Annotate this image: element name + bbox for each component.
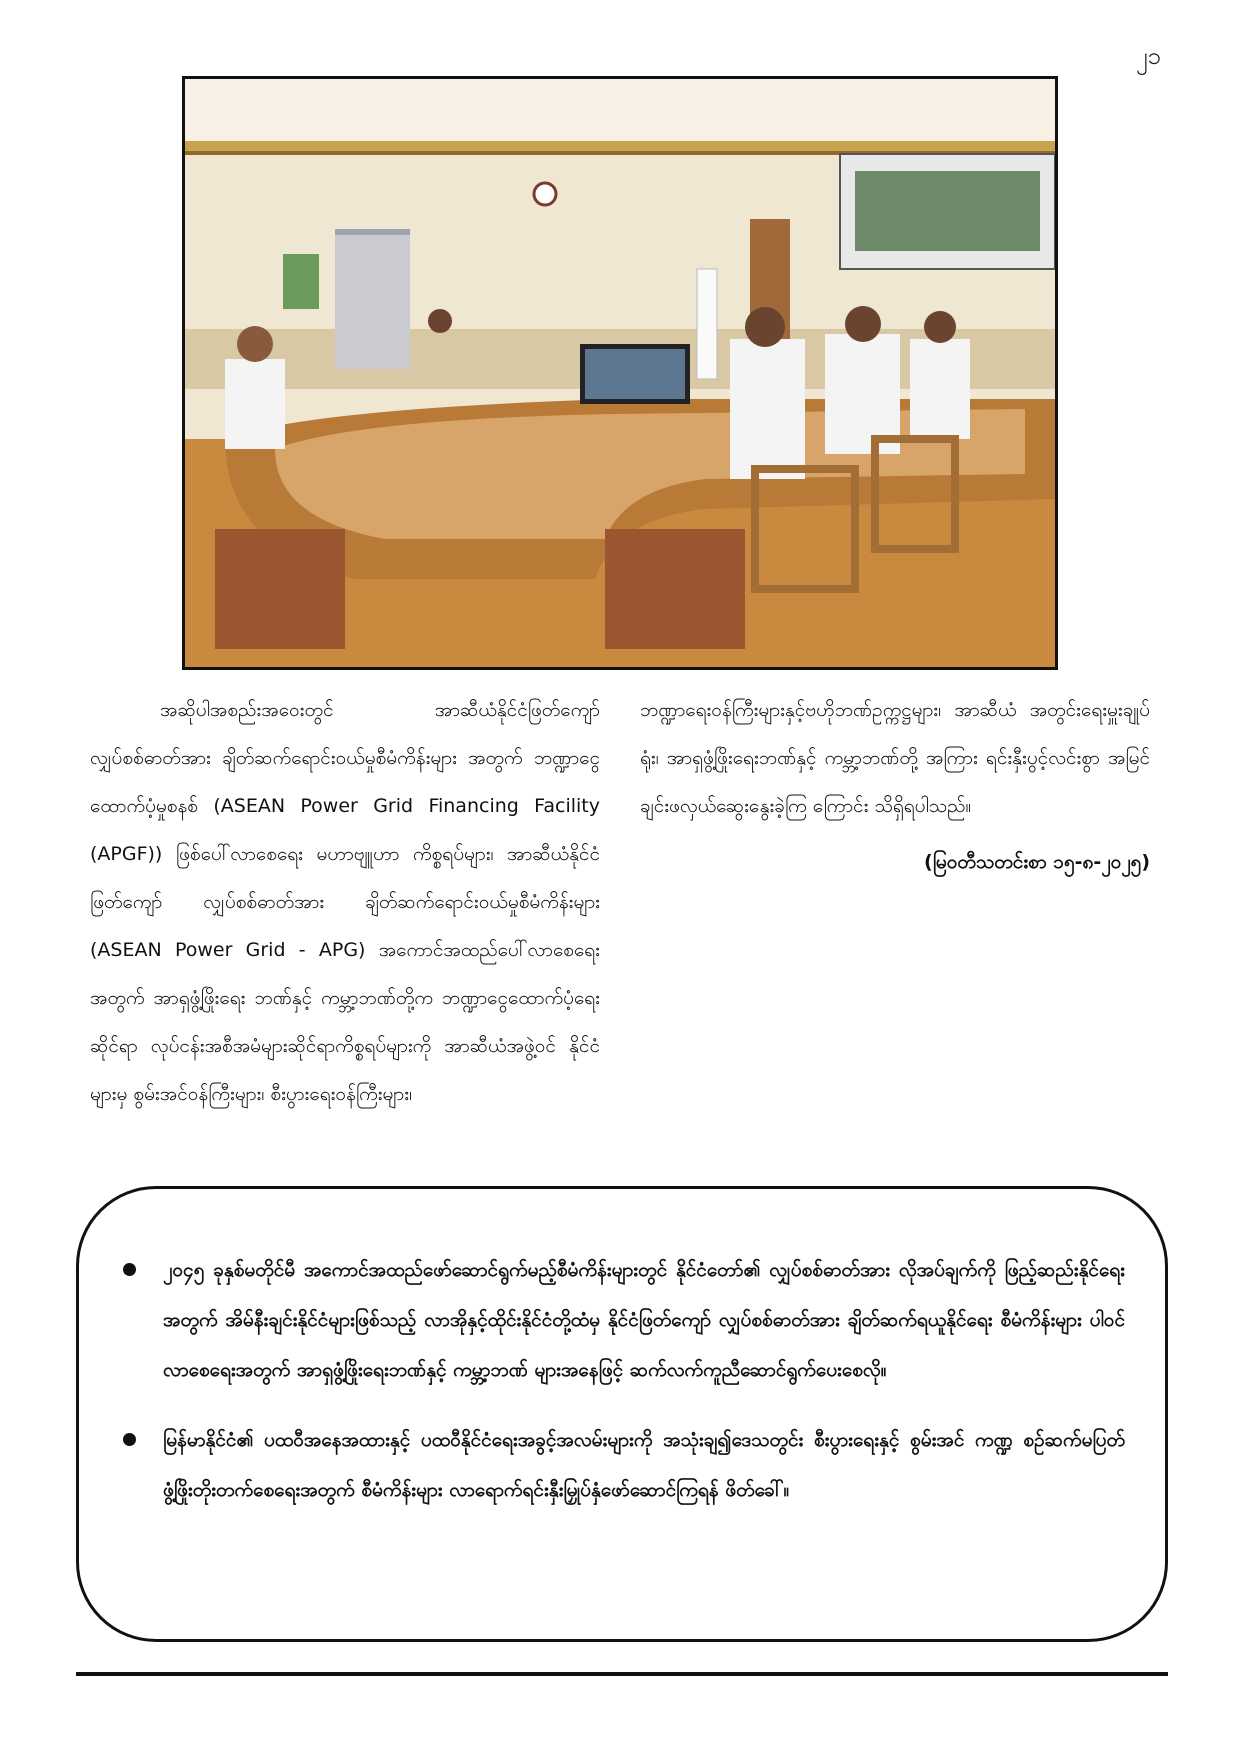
bullet-icon: [123, 1263, 136, 1276]
article-left-column: [90, 686, 600, 1118]
footer-divider: [76, 1672, 1168, 1676]
article-paragraph: အဆိုပါအစည်းအဝေးတွင် အာဆီယံနိုင်ငံဖြတ်ကျော် လျှပ်စစ်ဓာတ်အား ချိတ်ဆက်ရောင်းဝယ်မှုစီမံကိန်းများ အတွက် ဘဏ္ဍာငွေထောက်ပံ့မှုစနစ် (ASEAN Power Grid Financing Facility (APGF)) ဖြစ်ပေါ်လာစေရေး မဟာဗျူဟာ ကိစ္စရပ်များ၊ အာဆီယံနိုင်ငံဖြတ်ကျော် လျှပ်စစ်ဓာတ်အား ချိတ်ဆက်ရောင်းဝယ်မှုစီမံကိန်းများ (ASEAN Power Grid - APG) အကောင်အထည်ပေါ်လာစေရေးအတွက် အာရှဖွံ့ဖြိုးရေး ဘဏ်နှင့် ကမ္ဘာ့ဘဏ်တို့က ဘဏ္ဍာငွေထောက်ပံ့ရေးဆိုင်ရာ လုပ်ငန်းအစီအမံများဆိုင်ရာကိစ္စရပ်များကို အာဆီယံအဖွဲ့ဝင် နိုင်ငံများမှ စွမ်းအင်ဝန်ကြီးများ၊ စီးပွားရေးဝန်ကြီးများ၊: [90, 699, 600, 1105]
bullet-icon: [123, 1433, 136, 1446]
list-item: [119, 1245, 1125, 1395]
article-right-column: [640, 686, 1150, 886]
meeting-room-image: [185, 79, 1055, 667]
list-item: [119, 1415, 1125, 1515]
key-points-callout: [76, 1186, 1168, 1642]
key-points-list: [119, 1245, 1125, 1515]
page-number: ၂၁: [1135, 42, 1161, 70]
list-item-text: ၂၀၄၅ ခုနှစ်မတိုင်မီ အကောင်အထည်ဖော်ဆောင်ရွက်မည့်စီမံကိန်းများတွင် နိုင်ငံတော်၏ လျှပ်စစ်ဓာတ်အား လိုအပ်ချက်ကို ဖြည့်ဆည်းနိုင်ရေးအတွက် အိမ်နီးချင်းနိုင်ငံများဖြစ်သည့် လာအိုနှင့်ထိုင်းနိုင်ငံတို့ထံမှ နိုင်ငံဖြတ်ကျော် လျှပ်စစ်ဓာတ်အား ချိတ်ဆက်ရယူနိုင်ရေး စီမံကိန်းများ ပါဝင်လာစေရေးအတွက် အာရှဖွံ့ဖြိုးရေးဘဏ်နှင့် ကမ္ဘာ့ဘဏ် များအနေဖြင့် ဆက်လက်ကူညီဆောင်ရွက်ပေးစေလို။: [163, 1259, 1125, 1381]
list-item-text: မြန်မာနိုင်ငံ၏ ပထဝီအနေအထားနှင့် ပထဝီနိုင်ငံရေးအခွင့်အလမ်းများကို အသုံးချ၍ဒေသတွင်း စီးပွားရေးနှင့် စွမ်းအင် ကဏ္ဍ စဉ်ဆက်မပြတ်ဖွံ့ဖြိုးတိုးတက်စေရေးအတွက် စီမံကိန်းများ လာရောက်ရင်းနှီးမြှုပ်နှံဖော်ဆောင်ကြရန် ဖိတ်ခေါ်။: [163, 1429, 1125, 1501]
meeting-photo: [182, 76, 1058, 670]
article-paragraph-continued: ဘဏ္ဍာရေးဝန်ကြီးများနှင့်ဗဟိုဘဏ်ဥက္ကဋ္ဌများ၊ အာဆီယံ အတွင်းရေးမှူးချုပ်ရုံး၊ အာရှဖွံ့ဖြိုးရေးဘဏ်နှင့် ကမ္ဘာ့ဘဏ်တို့ အကြား ရင်းနှီးပွင့်လင်းစွာ အမြင်ချင်းဖလှယ်ဆွေးနွေးခဲ့ကြ ကြောင်း သိရှိရပါသည်။: [640, 699, 1150, 817]
source-citation: (မြဝတီသတင်းစာ ၁၅-၈-၂၀၂၅): [924, 851, 1150, 873]
